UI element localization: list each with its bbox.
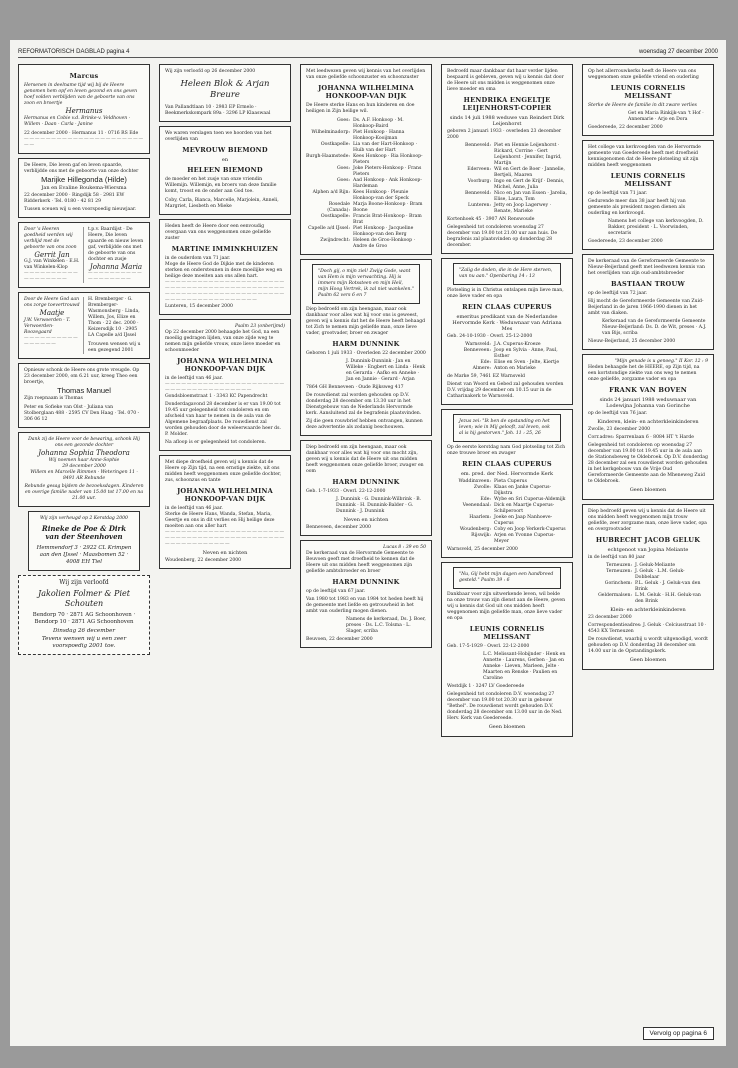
ad-intro: Diep bedroefd geven wij u kennis dat de Heere uit ons midden heeft weggenomen mijn trouw geliefde, zeer zorgzame man, onze lieve vader, opa en overgrootvader bbox=[588, 509, 707, 532]
ad-address: Hemmendorf 3 · 2922 CL Krimpen aan den IJssel · Maasbomen 52 · 4008 EH Tiel bbox=[36, 544, 132, 565]
ad-text: de moeder en het zusje van onze vriendin Willemijn. Willemijn, en broers van deze familie komt, troost en de onder aan God toe. bbox=[165, 177, 277, 194]
death-ad-honkoop-1: Psalm 23 (onberijmd) Op 22 december 2000 behaagde het God, na een moeilig gedragen lijden, van onze zijde weg te nemen mijn geliefde vrouw, onze lieve moeder en schoonmoeder JOHANNA WILHELMINA HONKOOP-VAN DIJK in de leeftijd van 46 jaar. — — — — — — — — — — — — — — — — — — — — — — — — — — — — — — — — — — — — — — Gondsbloemstraat 1 · 3343 KC Papendrecht Donderdagavond 28 december is er van 19.00 tot 19.45 uur gelegenheid tot condoleren en om afscheid van haar te nemen in de aula van de Algemene begraafplaats. De rouwdienst zal worden gehouden door de weleerwaarde heer ds. P. Molder. Na afloop is er gelegenheid tot condoleren. bbox=[159, 319, 291, 451]
family-place: Zwijndrecht: bbox=[320, 238, 350, 243]
ad-verse: Lucas 8 : 39 en 50 bbox=[383, 545, 426, 550]
ad-date: Woudenberg, 22 december 2000 bbox=[165, 558, 242, 563]
family-names: Ingo en Gert de Krijf · Dennis, Michel, Anne, Julia bbox=[494, 179, 565, 190]
family-row bbox=[306, 190, 426, 202]
family-row bbox=[447, 348, 567, 360]
ad-text: De Heere, Die leven gaf en leven spaarde, verblijdde ons met de geboorte van onze dochter bbox=[24, 162, 139, 174]
verse-box bbox=[453, 414, 561, 442]
ad-date: Goedereede, 22 december 2000 bbox=[588, 125, 663, 130]
ad-footer: Rebunde gesag bijdem de bezoeksdagen. Kinderen en overige familie nader van 15.00 tot 17.00 en na 21.00 uur. bbox=[24, 483, 144, 501]
family-place: Waddinxveen: bbox=[458, 479, 491, 484]
family-place: Geldermalsen: bbox=[598, 593, 632, 598]
ad-date: 23 december 2000 bbox=[588, 615, 632, 620]
family-list bbox=[447, 143, 567, 215]
ad-heading: Marcus bbox=[69, 72, 99, 80]
ad-footer: Geen bloemen bbox=[629, 487, 667, 493]
family-place: Voorburg: bbox=[467, 179, 491, 184]
family-place: Rijswijk: bbox=[471, 533, 491, 538]
ad-intro: Op het allerrouwkerks heeft de Heere van ons weggenomen onze geliefde vriend en ouderling bbox=[588, 69, 699, 80]
baby-name: Marijke Hillegonda (Hilde) bbox=[41, 174, 127, 184]
ad-date: Beuvoen, 22 december 2000 bbox=[306, 637, 373, 642]
ad-address: 7864 GH Benneveen · Oude Rijksweg 417 bbox=[306, 385, 404, 390]
family-row bbox=[306, 130, 426, 142]
family-row bbox=[306, 142, 426, 154]
ad-text: Gedurende meer dan 38 jaar heeft hij van gemeente als president mogen dienen als ouderling en kerkvoogd. bbox=[588, 199, 686, 216]
family-names: P.L. Geluk · J. Geluk-van den Brink bbox=[635, 581, 701, 592]
column-2 bbox=[159, 64, 291, 573]
ad-intro: Wij zijn verheugd op 2 Kerstdag 2000 bbox=[40, 515, 128, 521]
baby-name-2: Johanna Maria bbox=[89, 262, 143, 271]
ad-signatures: Namens het college van kerkvoogden, D. Bakker, president · L. Voorwinden, secretaris bbox=[608, 219, 704, 236]
family-place: Terneuzen: bbox=[606, 569, 632, 574]
family-row bbox=[447, 179, 567, 191]
family-names: Arjen en Yvonne Cuperus-Meyer bbox=[494, 533, 555, 544]
ad-sub: echtgenoot van Jopina Meliante bbox=[607, 547, 689, 553]
baby-name: Thomas Manuel bbox=[57, 386, 111, 395]
family-row bbox=[306, 178, 426, 190]
family-list bbox=[588, 563, 708, 605]
ad-dates: Geb. 24-10-1930 · Overl. 25-12-2000 bbox=[447, 334, 533, 339]
family-names: Joop en Sylvia · Anne, Paul, Esther bbox=[494, 348, 558, 359]
family-place: Zwolle: bbox=[473, 485, 491, 490]
family-names: Joeke en Jaap Nanhoeve-Cuperus bbox=[494, 515, 553, 526]
family-names: Ds. A.F. Honkoop · M. Honkoop-Baird bbox=[353, 118, 404, 129]
family-row bbox=[306, 154, 426, 166]
family-place: Warnsveld: bbox=[465, 342, 491, 347]
family-place: Haarlem: bbox=[469, 515, 491, 520]
ad-address: de Marke 59, 7461 EZ Warnsveld bbox=[447, 374, 525, 379]
ad-intro: Met diepe droefheid geven wij u kennis dat de Heere op Zijn tijd, na een ernstige ziekte, uit ons midden heeft weggenomen onze geliefde dochter, zus, schoonzus en tante bbox=[165, 460, 282, 483]
family-place: Benneveld: bbox=[464, 191, 491, 196]
ad-age: op de leeftijd van 67 jaar. bbox=[306, 589, 366, 594]
engagement-ad-rineke-dirk bbox=[28, 511, 140, 571]
verse-box bbox=[453, 263, 561, 285]
family-place: Wilhelminadorp: bbox=[311, 130, 350, 135]
ad-text: Door 's Heeren goedheid werden wij verblijd met de geboorte van ons zoon bbox=[24, 226, 77, 250]
ad-address: Kortenhoek 45 · 3907 AN Renswoude bbox=[447, 217, 535, 222]
ad-intro: Plotseling is in Christus ontslapen mijn lieve man, onze lieve vader en opa bbox=[447, 288, 564, 299]
ad-dates: Geboren 1 juli 1933 · Overleden 22 december 2000 bbox=[306, 351, 426, 356]
death-ad-cuperus-2 bbox=[441, 409, 573, 558]
family-names: Kees Honkoop · Ria Honkoop-Pieters bbox=[353, 154, 423, 165]
baby-name: Gerrit Jan bbox=[34, 250, 70, 259]
family-row bbox=[447, 515, 567, 527]
ad-signatures: Namens de kerkeraad, Ds. J. Boer, preses · Ds. L.C. Tolsma · L. Slager, scriba bbox=[346, 617, 426, 634]
ad-date: Dinsdag 26 december bbox=[52, 627, 116, 634]
ad-text: Door de Heere God aan ons zorge toevertrouwd bbox=[24, 297, 80, 308]
family-place: Terneuzen: bbox=[606, 563, 632, 568]
ad-footer: Geen bloemen bbox=[629, 657, 667, 663]
ad-intro: We waren verslagen toen we hoorden van het overlijden van bbox=[165, 131, 272, 142]
baby-name: Johanna Sophia Theodora bbox=[38, 449, 130, 457]
family-names: Wil en Gert de Boer · Jannelie, Bertjeli, Maaren bbox=[494, 167, 565, 178]
ad-parents: Willem en Marcelle Rimmen · Weteringen 11 · 8491 AR Rebunde bbox=[30, 469, 138, 481]
ad-signatures: Kerkeraad van de Gereformeerde Gemeente Nieuw-Beijerland: Ds. D. de Wit, preses · A.J. van Bijs, scriba bbox=[602, 319, 707, 336]
family-place: Goes: bbox=[336, 118, 350, 123]
deceased-name: JOHANNA WILHELMINA HONKOOP-VAN DIJK bbox=[177, 487, 273, 503]
family-row bbox=[447, 366, 567, 372]
ad-date: Benneveen, december 2000 bbox=[306, 525, 371, 530]
ad-intro: Op de eerste kerstdag nam God plotseling tot Zich onze trouwe broer en zwager bbox=[447, 445, 566, 456]
family-place: Lunteren: bbox=[468, 203, 491, 208]
family-place: Ederveen: bbox=[467, 167, 491, 172]
family-row bbox=[306, 166, 426, 178]
family-place: Benneveen: bbox=[463, 348, 491, 353]
family-place: Veenendaal: bbox=[462, 503, 491, 508]
baby-name: Hermanus bbox=[65, 107, 103, 115]
ad-text: De Heere sterke Hans en hun kinderen en doe heiligen in Zijn heilige wil. bbox=[306, 103, 415, 114]
ad-text: De rouwdienst zal worden gehouden op D.V. donderdag 28 december om 13.30 uur in het Dienstgebouw van de Nederlands Hervormde kerk. Aansluitend zal de begrafenis plaatsvinden. bbox=[306, 393, 422, 416]
ad-text: Moge de Heere God de Dijkie met de kinderen sterken en ondersteunen in deze moeilijke weg en heilige deze moeiten aan ons allen hart. bbox=[165, 262, 283, 279]
couple-names: Jakolien Folmer & Piet Schouten bbox=[38, 588, 130, 608]
ad-dates: Geb. 17-5-1929 · Overl. 22-12-2000 bbox=[447, 644, 530, 649]
ad-family: Hermanus en Cobie v.d. Brinke-v. Veldhoven · Willem · Daan · Carla · Janine bbox=[24, 115, 131, 127]
ad-age: op de leeftijd van 71 jaar. bbox=[588, 191, 648, 196]
ad-parents: J.W. Verwoerden · T. Verwoerden-Roozegaard bbox=[24, 317, 71, 335]
family-row bbox=[447, 167, 567, 179]
ad-footer: Zij die geen rouwbrief hebben ontvangen, kunnen deze advertentie als zodanig beschouwen. bbox=[306, 419, 423, 430]
family-place: Benneveld: bbox=[464, 143, 491, 148]
family-names: Piet Honkoop · Jacqueline Honkoop-van den Berg bbox=[353, 226, 414, 237]
family-place: Goes: bbox=[336, 166, 350, 171]
deceased-name: JOHANNA WILHELMINA HONKOOP-VAN DIJK bbox=[318, 84, 414, 100]
birth-ad-maatje: Door de Heere God aan ons zorge toevertrouwd Maatje J.W. Verwoerden · T. Verwoerden-Roozegaard — — — — — — — — — — — — — — — — H. Bremberger · G. Bremberger-Wasmonsberg · Linda, Willem, Jos, Elize en Thom · 22 dec. 2000 · Keizersdijk 10 · 2905 LA Capelle a/d IJssel Trouwen wensen wij u een gezegend 2001 bbox=[18, 292, 150, 359]
deceased-name: HARM DUNNINK bbox=[332, 578, 400, 586]
family-row bbox=[306, 118, 426, 130]
family-names: L.M. Geluk · H.H. Geluk-van den Brink bbox=[635, 593, 701, 604]
ad-intro: De kerkeraad van de Gereformeerde Gemeente te Nieuw-Beijerland geeft met leedwezen kennis van het overlijden van zijn oud-ambtsbroeder bbox=[588, 259, 705, 276]
ad-footer: Neven en nichten bbox=[202, 550, 248, 556]
family-place: Woudenberg: bbox=[459, 527, 491, 532]
ad-date: Lunteren, 15 december 2000 bbox=[165, 304, 233, 309]
birth-ad-hermanus: Marcus Hersenen in deelname tijd wij bij de Heere genomen hem opf en leven gezond en ons geven hoef volden verblijden van de geboorte van ons zoon en broertje Hermanus Hermanus en Cobie v.d. Brinke-v. Veldhoven · Willem · Daan · Carla · Janine 22 december 2000 · Hermanus 11 · 0716 RS Ede — — — — — — — — — — — — — — — — — — — — — — — — bbox=[18, 64, 150, 154]
family-row bbox=[588, 593, 708, 605]
death-ad-cuperus-1 bbox=[441, 258, 573, 405]
ad-sub: sinds 14 juli 1988 weduwe van Reindert Dirk Leijenhorst bbox=[449, 115, 565, 127]
birth-ad-gerrit-jan: Door 's Heeren goedheid werden wij verblijd met de geboorte van ons zoon Gerrit Jan G.J. van Winkelen · E.H. van Winkelen-Klop — — — — — — — — — — — — — — — — — — t.p.v. Baardijst · De Heere, Die leven spaarde en nieuw leven gaf, verblijdde ons met de geboorte van ons dochter en zusje Johanna Maria — — — — — — — — — — — — — — — — — — bbox=[18, 222, 150, 289]
ad-parents: G.J. van Winkelen · E.H. van Winkelen-Klop bbox=[24, 259, 80, 270]
deceased-name: HARM DUNNINK bbox=[332, 478, 400, 486]
family-place: Ede: bbox=[480, 360, 491, 365]
newspaper-page bbox=[10, 40, 726, 1046]
ad-sub: Zijn roepnaam is Thomas bbox=[24, 396, 83, 401]
family-names: J. Geluk · L.M. Geluk-Dobbelaar bbox=[635, 569, 685, 580]
deceased-name: LEUNIS CORNELIS MELISSANT bbox=[610, 172, 686, 188]
death-ad-geluk bbox=[582, 504, 714, 670]
church-ad-dunnink bbox=[300, 540, 432, 648]
ad-address: Correspondentieadres: J. Geluk · Celciusstraat 10 · 4543 KX Terneuzen bbox=[588, 623, 707, 634]
ad-text-right: H. Bremberger · G. Bremberger-Wasmonsberg · Linda, Willem, Jos, Elize en Thom · 22 dec. 2000 · Keizersdijk 10 · 2905 LA Capelle a/d IJssel bbox=[88, 297, 140, 338]
ad-date: Nieuw-Beijerland, 25 december 2000 bbox=[588, 339, 676, 344]
ad-verse: "Zalig de doden, die in de Here sterven, van nu aan." Openbaring 14 : 13 bbox=[459, 268, 553, 279]
ad-intro: Heden heeft de Heere door een eenvoudig overgaan van ons weggenomen onze geliefde zuster bbox=[165, 224, 271, 241]
family-row bbox=[306, 202, 426, 214]
family-place: Almere: bbox=[472, 366, 491, 371]
ad-parents: Jan en Evaline Boukema-Wiersma bbox=[41, 184, 127, 191]
death-ad-honkoop-family bbox=[300, 64, 432, 255]
deceased-name: REIN CLAAS CUPERUS bbox=[462, 460, 552, 468]
family-names: Klaas en Janke Cuperus-Dijkstra bbox=[494, 485, 552, 496]
birth-ad-marijke bbox=[18, 158, 150, 218]
family-row bbox=[447, 143, 567, 167]
ad-age: in de leeftijd van 46 jaar. bbox=[165, 376, 223, 381]
family-row bbox=[447, 191, 567, 203]
death-ad-imminkhuizen: Heden heeft de Heere door een eenvoudig overgaan van ons weggenomen onze geliefde zuster MARTINE IMMINKHUIZEN in de ouderdom van 71 jaar. Moge de Heere God de Dijkie met de kinderen sterken en ondersteunen in deze moeilijke weg en heilige deze moeiten aan ons allen hart. — — — — — — — — — — — — — — — — — — — — — — — — — — — — — — — — — — — — — — — — — — — — — — — — — — — — — — — — — — — — — — — — — — — — — — — — — — — — — — — — — — — Lunteren, 15 december 2000 bbox=[159, 219, 291, 315]
death-ad-melissant-2 bbox=[582, 64, 714, 136]
column-5 bbox=[582, 64, 714, 674]
ad-intro: Diep bedroefd om zijn heengaan, maar ook dankbaar voor alles wat hij voor ons is geweest, geven wij u kennis dat het de Heere heeft behaagd tot Zich te nemen mijn geliefde man, onze lieve vader, grootvader, broer en zwager bbox=[306, 307, 426, 336]
ad-text-right: t.p.v. Baardijst · De Heere, Die leven spaarde en nieuw leven gaf, verblijdde ons met de geboorte van ons dochter en zusje bbox=[88, 226, 144, 262]
ad-signatures: Get en Maria Rinkijk-van 't Hof · Annemarie · Arjo en Dora bbox=[628, 111, 704, 122]
death-ad-dunnink-1 bbox=[300, 259, 432, 436]
verse-box bbox=[312, 264, 420, 304]
family-names: Pieta Cuperus bbox=[494, 479, 527, 484]
ad-text: Dienst van Woord en Gebed zal gehouden worden D.V. vrijdag 29 december om 10.15 uur in de Catharinakerk te Warnsveld. bbox=[447, 382, 564, 399]
ad-footer: Tussen sceuen wij u een voorspoedig nieuwjaar. bbox=[24, 206, 137, 212]
deceased-name: MEVROUW BIEMOND bbox=[182, 146, 268, 154]
ad-text: Gelegenheid tot condoleren D.V. woensdag 27 december van 19.00 tot 20.30 uur in gebouw "Bethel". De rouwdienst wordt gehouden D.V. donderdag 28 december om 13.00 uur in de Ned. Herv. Kerk van Goedereede. bbox=[447, 692, 563, 721]
deceased-name: HUBRECHT JACOB GELUK bbox=[595, 536, 701, 544]
family-row bbox=[588, 581, 708, 593]
ad-parents: Peter en Sofieke van Olst · Juliana van Stolberglaan 488 · 2595 CV Den Haag · Tel. 070 - 306 06 12 bbox=[24, 405, 140, 422]
death-ad-dunnink-2 bbox=[300, 440, 432, 536]
engagement-ad-jakolien-piet bbox=[18, 575, 150, 655]
ad-text: De rouwdienst, waarbij u wordt uitgenodigd, wordt gehouden op D.V. donderdag 28 december om 14.00 uur in de Opstandingskerk. bbox=[588, 637, 708, 654]
death-ad-honkoop-2: Met diepe droefheid geven wij u kennis dat de Heere op Zijn tijd, na een ernstige ziekte, uit ons midden heeft weggenomen onze geliefde dochter, zus, schoonzus en tante JOHANNA WILHELMINA HONKOOP-VAN DIJK in de leeftijd van 46 jaar. Sterke de Heere Hans, Wanda, Stefan, Maria, Geertje en ons in dit verlies en Hij heilige deze moeiten aan ons aller hart — — — — — — — — — — — — — — — — — — — — — — — — — — — — — — — — — — — — — — — — — — — — — — — — — — — — — — — — Neven en nichten Woudenberg, 22 december 2000 bbox=[159, 455, 291, 569]
ad-verse: Psalm 23 (onberijmd) bbox=[234, 324, 285, 329]
ad-text: Dank zij de Heere voor de bewaring, schonk Hij ons een gezonde dochter bbox=[28, 437, 140, 448]
continued-on-page-link[interactable]: Vervolg op pagina 6 bbox=[643, 1027, 714, 1040]
deceased-name: HENDRIKA ENGELTJE LEIJENHORST-COPIER bbox=[462, 96, 552, 112]
ad-intro: Met leedwezen geven wij kennis van het overlijden van onze geliefde schoonzuster en schoonzuster bbox=[306, 69, 426, 80]
family-row bbox=[306, 238, 426, 250]
deceased-name-2: HELEEN BIEMOND bbox=[187, 166, 263, 174]
ad-intro: Diep bedroefd om zijn heengaan, maar ook dankbaar voor alles wat hij voor ons mocht zijn, geven wij u kennis dat de Heere uit ons midden heeft weggenomen onze geliefde broer, zwager en oom bbox=[306, 445, 424, 474]
family-names: Aad Honkoop · Ank Honkoop-Hardeman bbox=[353, 178, 422, 189]
family-names: Piet en Hennie Leijenhorst · Rickard, Corrine · Gert Leijenhorst · Jennifer, Ingrid, Martijn bbox=[494, 143, 562, 166]
ad-address: Corr.adres: Sparrenlaan 6 · 8084 HT 't Harde bbox=[588, 435, 695, 440]
family-names: Francis Brat-Honkoop · Bram Brat bbox=[353, 214, 422, 225]
family-row bbox=[447, 485, 567, 497]
family-names: Joke Pieters-Honkoop · Frans Pieters bbox=[353, 166, 422, 177]
deceased-name: HARM DUNNINK bbox=[332, 340, 400, 348]
ad-text: Sterke de Heere Hans, Wanda, Stefan, Maria, Geertje en ons in dit verlies en Hij heilige deze moeiten aan ons aller hart bbox=[165, 512, 275, 529]
family-place: Goes: bbox=[336, 178, 350, 183]
ad-footer: Geen bloemen bbox=[488, 724, 526, 730]
birth-ad-johanna-sophia bbox=[18, 432, 150, 507]
ad-age: in de leeftijd van 46 jaar. bbox=[165, 506, 223, 511]
family-names: Elise en Sven · Jelte, Kiertje bbox=[494, 360, 560, 365]
ad-family: Klein- en achterkleinkinderen bbox=[610, 607, 686, 613]
family-names: Lia van der Hart-Honkoop · Huib van der Hart bbox=[353, 142, 418, 153]
ad-text: Gelegenheid tot condoleren op woensdag 27 december van 19.00 tot 19.45 uur in de aula aan de Stationsbeweg te Oldebroek. Op D.V. donderdag 28 december zal een rouwdienst worden gehouden in het kerkgebouw van de Vrije Oud Gereformeerde Gemeente aan de Mheneweg Zuid te Oldebroek. bbox=[588, 443, 708, 484]
verse-box bbox=[453, 567, 561, 589]
running-header bbox=[18, 44, 718, 58]
family-row bbox=[306, 226, 426, 238]
ad-sub: emeritus predikant van de Nederlandse Hervormde Kerk · Weduwnaar van Adriana Mes bbox=[452, 314, 562, 332]
family-names: Marja Boone-Honkoop · Bram Boone bbox=[353, 202, 423, 213]
ad-intro: Op 22 december 2000 behaagde het God, na een moeilig gedragen lijden, van onze zijde weg te nemen mijn geliefde vrouw, onze lieve moeder en schoonmoeder bbox=[165, 330, 281, 353]
ad-date: Zwolle, 23 december 2000 bbox=[588, 427, 651, 432]
ad-text: Opnieuw schonk de Heere ons grote vreugde. Op 23 december 2000, om 6.21 uur, kreeg Theo een broertje, bbox=[24, 368, 140, 385]
ad-sub: em. pred. der Ned. Hervormde Kerk bbox=[460, 471, 554, 477]
ad-text: De kerkeraad van de Hervormde Gemeente te Beuvoen geeft met droefheid te kennen dat de Heere uit ons midden heeft weggenomen zijn geliefde ambtsbroeder en broer bbox=[306, 551, 415, 574]
family-place: Oostkapelle: bbox=[320, 142, 350, 147]
family-place: Ede: bbox=[480, 497, 491, 502]
family-names: J.A. Cuperus-Kroeze bbox=[494, 342, 541, 347]
family-list bbox=[447, 342, 567, 372]
deceased-name: FRANK VAN BOVEN bbox=[609, 386, 687, 394]
deceased-name: LEUNIS CORNELIS MELISSANT bbox=[610, 84, 686, 100]
ad-verse: "Doch gij, o mijn ziel! Zwijg Gode, want van Hem is mijn verwachting. Hij is immers mijn Rotssteen en mijn Heil, mijn Hoog Vertrek, ik zal niet wankelen." Psalm 62 vers 6 en 7 bbox=[318, 269, 414, 298]
ad-intro: Wij zijn verloofd op 26 december 2000 bbox=[165, 69, 256, 74]
deceased-name: REIN CLAAS CUPERUS bbox=[462, 303, 552, 311]
ad-address: Westdijk 1 · 3247 LV Goedereede bbox=[447, 684, 525, 689]
death-ad-melissant-1 bbox=[441, 562, 573, 737]
death-ad-leijenhorst bbox=[441, 64, 573, 254]
couple-names: Rineke de Poe & Dirk van der Steenhoven bbox=[41, 523, 127, 541]
family-row bbox=[447, 503, 567, 515]
deceased-name: BASTIAAN TROUW bbox=[610, 280, 686, 288]
ad-age: in de ouderdom van 71 jaar. bbox=[165, 256, 231, 261]
family-row bbox=[306, 214, 426, 226]
family-place: Gorinchem: bbox=[604, 581, 632, 586]
ad-sub: sinds 24 januari 1988 weduwnaar van Lodewijna Johanna van Gorinche bbox=[599, 397, 697, 409]
ad-intro: Heden behaagde het de HEERE, op Zijn tijd, na een kortstondige ziekte van ons weg te nemen onze geliefde, zorgzame vader en opa bbox=[588, 365, 700, 382]
couple-names: Heleen Blok & Arjan Breure bbox=[180, 79, 270, 100]
ad-family: J. Dunnink · G. Dunnink-Wilbrink · B. Dunnink · H. Dunnink-Balder · G. Dunnink · J. Dunnink bbox=[336, 497, 422, 514]
ad-body: Van 1980 tot 1983 en van 1984 tot heden heeft hij de gemeente met liefde en getrouwheid in het ambt van ouderling mogen dienen. bbox=[306, 597, 424, 614]
ad-dates: geboren 2 januari 1933 · overleden 23 december 2000 bbox=[447, 129, 562, 140]
death-ad-van-boven bbox=[582, 354, 714, 500]
column-1 bbox=[18, 64, 150, 659]
column-3 bbox=[300, 64, 432, 652]
family-place: Alphen a/d Rijn: bbox=[312, 190, 350, 195]
ad-age: op de leeftijd van 76 jaar. bbox=[588, 411, 648, 416]
ad-intro: Dankbaar voor zijn uitwerkende leven, wil belde na onze trouw van zijn dienst aan de Heere, geven wij u kennis dat God uit ons midden heeft weggenomen mijn geliefde man, onze lieve vader en opa bbox=[447, 592, 566, 621]
ad-address: 22 december 2000 · Ringdijk 58 · 2981 EW Ridderkerk · Tel. 0180 - 42 81 29 bbox=[24, 192, 125, 204]
church-ad-melissant bbox=[582, 140, 714, 250]
ad-footer: Trouwen wensen wij u een gezegend 2001 bbox=[88, 342, 141, 353]
family-names: Dick en Maartje Cuperus-Schilperoort bbox=[494, 503, 555, 514]
header-paper-name: REFORMATORISCH DAGBLAD pagina 4 bbox=[18, 49, 130, 55]
ad-verse: Sterke de Heere de familie in dit zware verlies bbox=[588, 103, 697, 108]
family-place: Burgh-Haamstede: bbox=[306, 154, 350, 159]
family-row bbox=[447, 203, 567, 215]
column-4 bbox=[441, 64, 573, 741]
deceased-name: MARTINE IMMINKHUIZEN bbox=[171, 245, 279, 253]
ad-family: L.C. Melissant-Hobijnder · Henk en Annette · Laurens, Gerben · Jan en Anneke · Lieven, Marleen, Jelte · Maarten en Renske · Paulien en Caroline bbox=[483, 652, 566, 681]
ad-text: Hersenen in deelname tijd wij bij de Heere genomen hem opf en leven gezond en ons geven hoef volden verblijden van de geboorte van ons zoon en broertje bbox=[24, 83, 138, 106]
header-date: woensdag 27 december 2000 bbox=[638, 49, 718, 55]
family-list bbox=[306, 118, 426, 250]
ad-dates: Geb. 1-7-1933 · Overl. 22-12-2000 bbox=[306, 489, 386, 494]
ad-text: Donderdagavond 28 december is er van 19.00 tot 19.45 uur gelegenheid tot condoleren en om afscheid van haar te nemen in de aula van de Algemene begraafplaats. De rouwdienst zal worden gehouden door de weleerwaarde heer ds. P. Molder. bbox=[165, 402, 281, 437]
ad-intro: Het college van kerkvoogden van de Hervormde gemeente van Goedereede heeft met droefheid kennisgenomen dat de Heere plotseling uit zijn midden heeft weggenomen bbox=[588, 145, 701, 168]
birth-ad-thomas bbox=[18, 363, 150, 428]
ad-footer: Na afloop is er gelegenheid tot condoleren. bbox=[165, 440, 267, 445]
family-names: Coby en Joop Verkerk-Cuperus bbox=[494, 527, 566, 532]
ad-footer: Tevens wensen wij u een zeer voorspoedig 2001 toe. bbox=[41, 635, 127, 649]
condolence-ad-biemond: We waren verslagen toen we hoorden van het overlijden van MEVROUW BIEMOND en HELEEN BIEMOND de moeder en het zusje van onze vriendin Willemijn. Willemijn, en broers van deze familie komt, troost en de onder aan God toe. Coby, Carla, Bianca, Marcelle, Marjolein, Anneli, Margriet, Liesbeth en Mieke bbox=[159, 126, 291, 215]
ad-family: J. Dunnink-Dunnink · Jan en Willeke · Engbert en Linda · Henk en Gerarda · Aafko en Anneke · Jan en Jannie · Gerard · Arjan bbox=[346, 359, 426, 382]
family-names: Anton en Marieke bbox=[494, 366, 536, 371]
church-ad-trouw bbox=[582, 254, 714, 350]
ad-intro: Wij zijn verloofd bbox=[59, 578, 109, 586]
family-place: Capelle a/d IJssel: bbox=[308, 226, 350, 231]
family-names: Nico en Jan van Essen · Jarelia, Elise, Laura, Tom bbox=[494, 191, 567, 202]
ad-family: Kinderen, klein- en achterkleinkinderen bbox=[597, 419, 699, 425]
family-names: Piet Honkoop · Hanna Honkoop-Kooijman bbox=[353, 130, 405, 141]
family-names: Wybe en Sri Cuperus-Aldemijk bbox=[494, 497, 566, 502]
family-row bbox=[447, 533, 567, 545]
ad-date: Goedereede, 23 december 2000 bbox=[588, 239, 663, 244]
ad-address: Van Pallandtlaan 10 · 2983 EP Ermelo · Beekmerkskompark 89a · 3296 LP Klaaswaal bbox=[165, 105, 271, 116]
baby-name: Maatje bbox=[39, 309, 65, 317]
ad-verse: "Nu, Gij hebt mijn dagen een handbreed gesteld." Psalm 39 : 6 bbox=[459, 572, 554, 583]
ad-verse: "Mijn genade is u genoeg." II Kor. 12 : 9 bbox=[614, 359, 708, 364]
family-place: Rosedale (Canada): bbox=[327, 202, 350, 213]
ad-verse: Jezus zei: "Ik ben de opstanding en het leven; wie in Mij gelooft, zal leven, ook al is hij gestorven." Joh. 11 : 25, 26 bbox=[459, 419, 550, 436]
family-row bbox=[588, 569, 708, 581]
ad-address: Bendorp 70 · 2871 AG Schoonhoven · Bendorp 10 · 2871 AG Schoonhoven bbox=[32, 611, 136, 625]
deceased-name: LEUNIS CORNELIS MELISSANT bbox=[469, 625, 545, 641]
ad-text: Gelegenheid tot condoleren woensdag 27 december van 19.00 tot 21.00 uur aan huis. De begrafenis zal plaatsvinden op donderdag 28 december. bbox=[447, 225, 558, 248]
ad-date: 29 december 2000 bbox=[62, 463, 106, 469]
engagement-ad-heleen-arjan bbox=[159, 64, 291, 122]
family-names: Heleen de Groo-Honkoop · Andre de Groo bbox=[353, 238, 416, 249]
ad-age: op de leeftijd van 72 jaar. bbox=[588, 291, 648, 296]
family-names: Kees Honkoop · Pleunie Honkoop-van der Speck bbox=[353, 190, 409, 201]
ad-age: in de leeftijd van 80 jaar bbox=[588, 555, 645, 560]
ad-address: Gondsbloemstraat 1 · 3343 KC Papendrecht bbox=[165, 394, 268, 399]
ad-text: Hij mocht de Gereformeerde Gemeente van Zuid-Beijerland in de jaren 1966-1990 dienen in het ambt van diaken. bbox=[588, 299, 704, 316]
ad-sub: Wij noemen haar Anne-Sophie bbox=[48, 457, 120, 463]
family-list bbox=[447, 479, 567, 545]
ad-intro: Bedroefd maar dankbaar dat haar verder lijden bespaard is gebleven, geven wij u kennis dat door de Heere uit ons midden is weggenomen onze lieve moeder en oma bbox=[447, 69, 564, 92]
ad-date-address: 22 december 2000 · Hermanus 11 · 0716 RS Ede bbox=[24, 130, 139, 136]
family-names: J. Geluk-Meliante bbox=[635, 563, 676, 568]
ad-signatures: Coby, Carla, Bianca, Marcelle, Marjolein, Anneli, Margriet, Liesbeth en Mieke bbox=[165, 198, 279, 209]
family-place: Oostkapelle: bbox=[320, 214, 350, 219]
ad-footer: Neven en nichten bbox=[343, 517, 389, 523]
ad-date: Warnsveld, 25 december 2000 bbox=[447, 547, 518, 552]
family-names: Jetty en Joop Lagerwey · Renate, Marieke bbox=[494, 203, 552, 214]
deceased-name: JOHANNA WILHELMINA HONKOOP-VAN DIJK bbox=[177, 357, 273, 373]
